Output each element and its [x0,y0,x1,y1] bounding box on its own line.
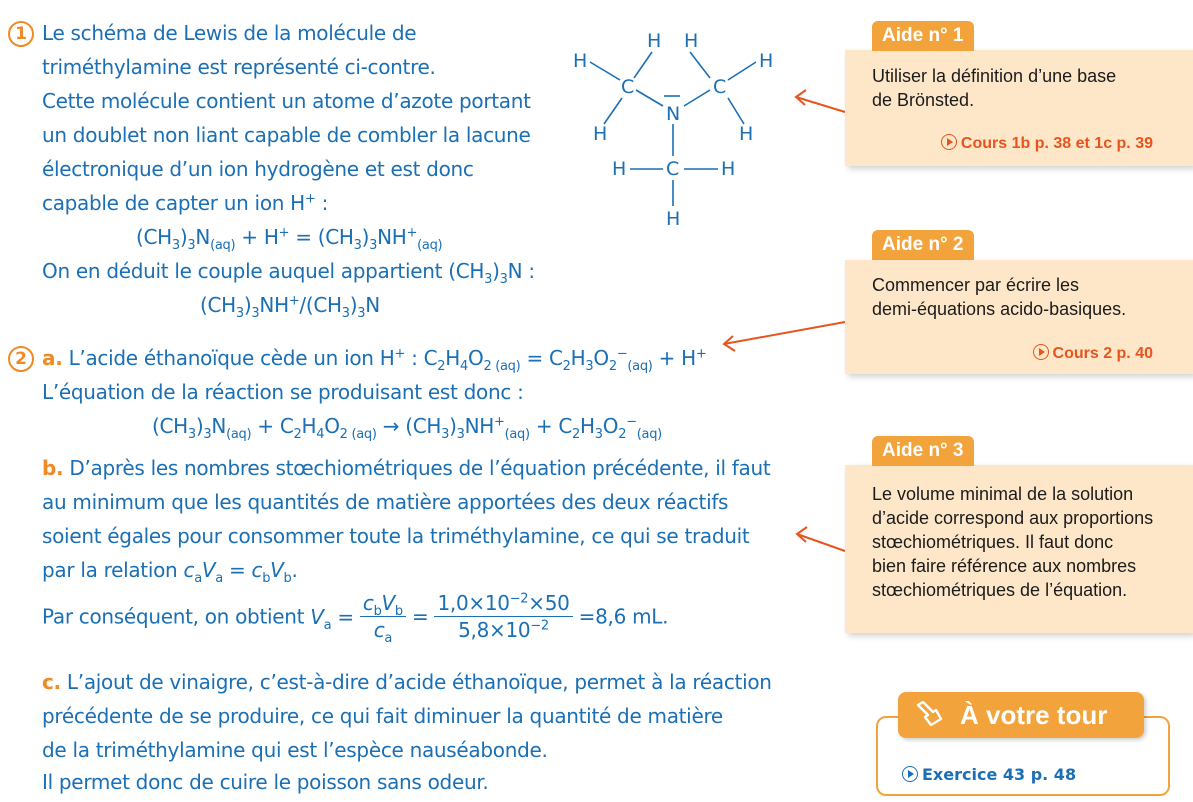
q2a-line-1: a. L’acide éthanoïque cède un ion H+ : $C_2H_4O_{2 (aq)} = C_2H_3O_2^-_{(aq)} + H^+$ [42,346,707,374]
atom-h-8: H [721,158,736,180]
atom-c-right: C [713,76,727,98]
question-1-number: 1 [8,21,34,47]
atom-h-1: H [573,50,588,72]
q2b-result: Par conséquent, on obtient $V_a$ = $\frac{c_bV_b}{c_a}$ = $\frac{1,0\times 10^{-2}\times 50}{5,8\times 10^{-2}}$ =8,6 mL. [42,591,669,646]
a-votre-tour-banner[interactable] [898,692,1144,738]
atom-n: N [666,103,681,125]
fraction-numeric: $\frac{1,0\times 10^{-2}\times 50}{5,8\times 10^{-2}}$ [434,590,572,643]
a-votre-tour-title: À votre tour [960,700,1108,730]
q2c-line-3: de la triméthylamine qui est l’espèce nauséabonde. [42,738,548,762]
q1-line-3: Cette molécule contient un atome d’azote portant [42,89,531,113]
q1-line-1: Le schéma de Lewis de la molécule de [42,21,417,45]
q1-equation: $(CH_3)_3N_{(aq)} + H^+ = (CH_3)_3NH^+_{(aq)}$ [136,225,443,253]
q1-deduce: On en déduit le couple auquel appartient $(CH_3)_3N$ : [42,259,535,287]
fraction-symbolic: $\frac{c_bV_b}{c_a}$ [360,590,406,643]
exercise-reference-link[interactable]: Exercice 43 p. 48 [902,765,1076,784]
q1-line-4: un doublet non liant capable de combler la lacune [42,123,531,147]
arrow-aide-1 [796,90,845,112]
q1-line-5: électronique d’un ion hydrogène et est donc [42,157,474,181]
aide-2-box [845,260,1193,374]
q2c-line-1: c. L’ajout de vinaigre, c’est-à-dire d’acide éthanoïque, permet à la réaction [42,670,772,694]
aide-3-text: Le volume minimal de la solution d’acide correspond aux proportions stœchiométriques. Il faut donc bien faire référence aux nombres stœchiométriques de l’équation. [872,484,1154,600]
q1-line-6: capable de capter un ion H+ : [42,191,329,215]
atom-h-7: H [612,158,627,180]
q1-line-2: triméthylamine est représenté ci-contre. [42,55,436,79]
atom-h-6: H [739,123,754,145]
aide-1-reference-link[interactable]: Cours 1b p. 38 et 1c p. 39 [941,134,1153,153]
atom-h-5: H [593,123,608,145]
play-circle-icon [902,766,918,782]
q2c-line-2: précédente de se produire, ce qui fait diminuer la quantité de matière [42,704,723,728]
atom-h-3: H [684,30,699,52]
q2b-line-2: au minimum que les quantités de matière apportées des deux réactifs [42,490,729,514]
aide-3-tab: Aide n° 3 [872,436,974,466]
atom-h-9: H [666,208,681,230]
pointing-hand-icon [914,701,944,729]
atom-c-left: C [621,76,635,98]
aide-2-text: Commencer par écrire les demi-équations acido-basiques. [872,275,1127,319]
q1-couple: $(CH_3)_3NH^+/(CH_3)_3N$ [200,293,380,321]
q2a-line-2: L’équation de la réaction se produisant est donc : [42,380,524,404]
aide-2-reference-link[interactable]: Cours 2 p. 40 [1033,344,1153,363]
atom-h-4: H [759,50,774,72]
aide-1-box [845,50,1193,166]
aide-2-tab: Aide n° 2 [872,230,974,260]
q2b-line-1: b. D’après les nombres stœchiométriques de l’équation précédente, il faut [42,456,771,480]
aide-1-text: Utiliser la définition d’une base de Brönsted. [872,66,1117,110]
aide-3-box [845,465,1193,633]
question-2-number: 2 [8,346,34,372]
arrow-aide-3 [797,527,845,551]
q2a-equation: $(CH_3)_3N_{(aq)} + C_2H_4O_{2 (aq)} \to (CH_3)_3NH^+_{(aq)} + C_2H_3O_2^-_{(aq)}$ [152,414,662,442]
atom-c-bottom: C [666,158,680,180]
q2b-line-3: soient égales pour consommer toute la triméthylamine, ce qui se traduit [42,524,750,548]
atom-h-2: H [647,30,662,52]
play-circle-icon [941,134,957,150]
aide-1-tab: Aide n° 1 [872,21,974,51]
q2c-line-4: Il permet donc de cuire le poisson sans odeur. [42,770,489,794]
q2b-relation: par la relation $c_aV_a = c_bV_b$. [42,558,298,586]
play-circle-icon [1033,344,1049,360]
arrow-aide-2 [724,322,845,351]
